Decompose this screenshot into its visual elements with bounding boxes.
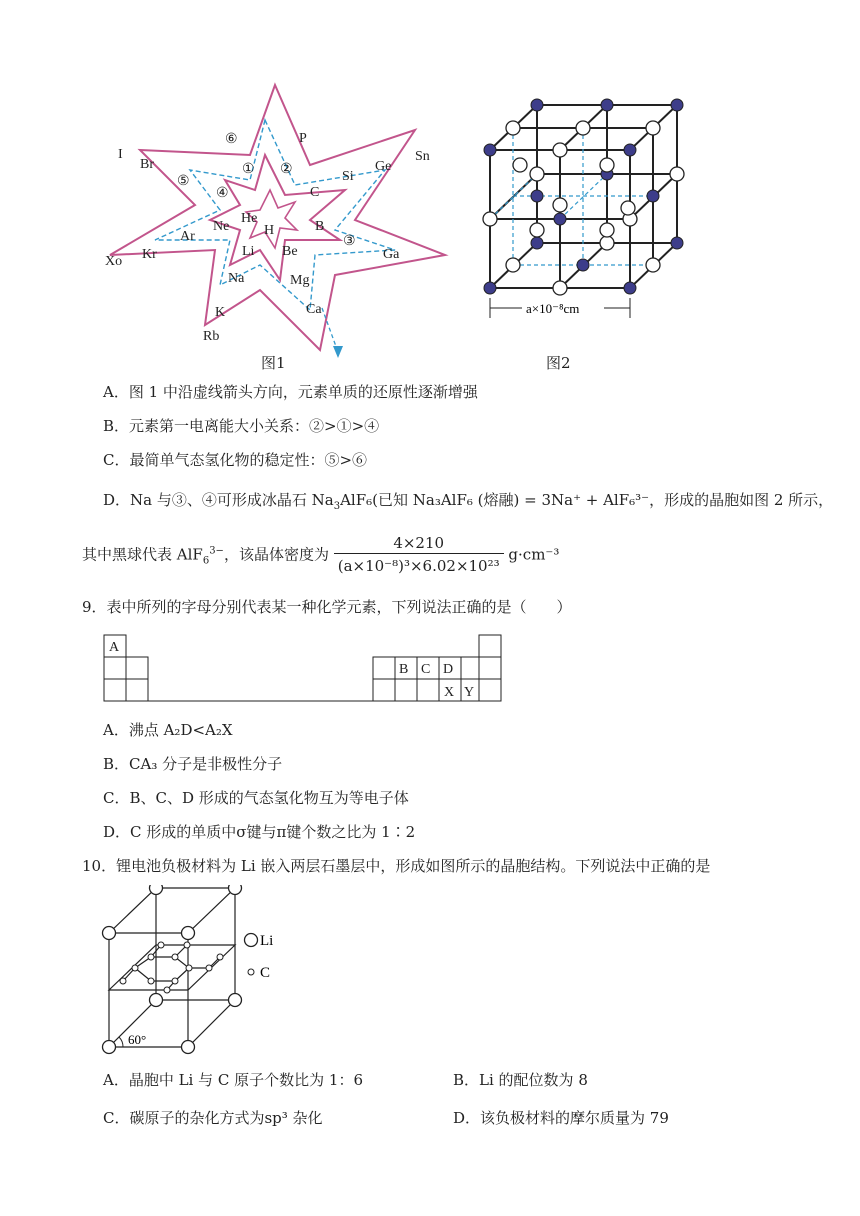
dimension-label: a×10⁻⁸cm xyxy=(526,301,580,316)
label-P: P xyxy=(299,131,307,146)
q9-option-c: C．B、C、D 形成的气态氢化物互为等电子体 xyxy=(103,789,409,807)
label-Mg: Mg xyxy=(290,273,310,288)
marker-6: ⑥ xyxy=(225,132,238,147)
q8-density-text: ，该晶体密度为 xyxy=(223,545,329,564)
marker-1: ① xyxy=(242,162,255,177)
cell-X: X xyxy=(444,685,455,700)
marker-4: ④ xyxy=(216,186,229,201)
q9-option-d: D．C 形成的单质中σ键与π键个数之比为 1∶2 xyxy=(103,823,416,841)
figure-2 xyxy=(480,90,695,330)
marker-2: ② xyxy=(280,162,293,177)
q10-option-d: D．该负极材料的摩尔质量为 79 xyxy=(453,1109,669,1127)
label-Na: Na xyxy=(228,271,245,286)
cell-C: C xyxy=(421,662,431,677)
q10-stem: 10．锂电池负极材料为 Li 嵌入两层石墨层中，形成如图所示的晶胞结构。下列说法中正确的是 xyxy=(82,857,711,875)
label-Si: Si xyxy=(342,169,354,184)
label-H: H xyxy=(264,223,275,238)
marker-5: ⑤ xyxy=(177,174,190,189)
legend-c-label: C xyxy=(260,965,271,981)
q8-option-d-text: AlF₆(已知 Na₃AlF₆ (熔融) = 3Na⁺ + AlF₆³⁻，形成的晶胞如图 2 所示， xyxy=(340,491,834,509)
label-Rb: Rb xyxy=(203,329,220,344)
label-He: He xyxy=(241,211,258,226)
fraction-denominator: (a×10⁻⁸)³×6.02×10²³ xyxy=(337,557,500,575)
q9-stem: 9．表中所列的字母分别代表某一种化学元素，下列说法正确的是（ ） xyxy=(82,598,572,616)
cell-B: B xyxy=(399,662,409,677)
legend-c xyxy=(243,962,303,986)
angle-label: 60° xyxy=(128,1032,147,1047)
q8-option-d-cont: 其中黑球代表 AlF$_6^{3-}$，该晶体密度为 $\frac{4\times 210}{\text{(a×10⁻⁸)³×6.02×10²³}}$ g·cm⁻³ xyxy=(82,533,559,578)
q8-option-c: C．最简单气态氢化物的稳定性：⑤>⑥ xyxy=(103,451,368,469)
q9-option-b: B．CA₃ 分子是非极性分子 xyxy=(103,755,283,773)
label-I: I xyxy=(118,147,123,162)
label-Ar: Ar xyxy=(180,229,195,244)
label-Li: Li xyxy=(242,244,255,259)
q8-option-d: D．Na 与③、④可形成冰晶石 $Na_3AlF_6$(已知 Na₃AlF₆ (熔融) = 3Na⁺ + AlF₆³⁻，形成的晶胞如图 2 所示， xyxy=(103,491,834,512)
figure-1 xyxy=(100,80,450,380)
cell-Y: Y xyxy=(464,685,475,700)
figure-1-caption: 图1 xyxy=(261,354,286,372)
label-C: C xyxy=(310,185,320,200)
legend-li-label: Li xyxy=(260,933,274,949)
label-Be: Be xyxy=(282,244,298,259)
label-Br: Br xyxy=(140,157,154,172)
label-Kr: Kr xyxy=(142,247,157,262)
density-fraction xyxy=(334,533,504,578)
q8-option-a: A．图 1 中沿虚线箭头方向，元素单质的还原性逐渐增强 xyxy=(103,383,478,401)
label-Ge: Ge xyxy=(375,159,392,174)
q10-option-b: B．Li 的配位数为 8 xyxy=(453,1071,588,1089)
figure-2-caption: 图2 xyxy=(546,354,571,372)
label-B: B xyxy=(315,219,325,234)
label-Ca: Ca xyxy=(306,302,322,317)
q10-option-a: A．晶胞中 Li 与 C 原子个数比为 1：6 xyxy=(103,1071,363,1089)
label-K: K xyxy=(215,305,226,320)
marker-3: ③ xyxy=(343,234,356,249)
density-unit: g·cm⁻³ xyxy=(508,545,560,564)
label-Xo: Xo xyxy=(105,254,123,269)
q10-option-c: C．碳原子的杂化方式为sp³ 杂化 xyxy=(103,1109,323,1127)
fraction-numerator: 4×210 xyxy=(334,533,504,554)
label-Ga: Ga xyxy=(383,247,400,262)
label-Sn: Sn xyxy=(415,149,430,164)
label-Ne: Ne xyxy=(213,219,230,234)
periodic-table-fragment xyxy=(103,634,503,704)
legend-li xyxy=(243,930,303,954)
cell-D: D xyxy=(443,662,454,677)
q8-cont-text: 其中黑球代表 AlF xyxy=(82,545,203,564)
cell-A: A xyxy=(109,640,120,655)
q8-option-b: B．元素第一电离能大小关系：②>①>④ xyxy=(103,417,380,435)
q8-option-d-head: D．Na 与③、④可形成冰晶石 Na xyxy=(103,491,334,509)
q9-option-a: A．沸点 A₂D<A₂X xyxy=(103,721,233,739)
